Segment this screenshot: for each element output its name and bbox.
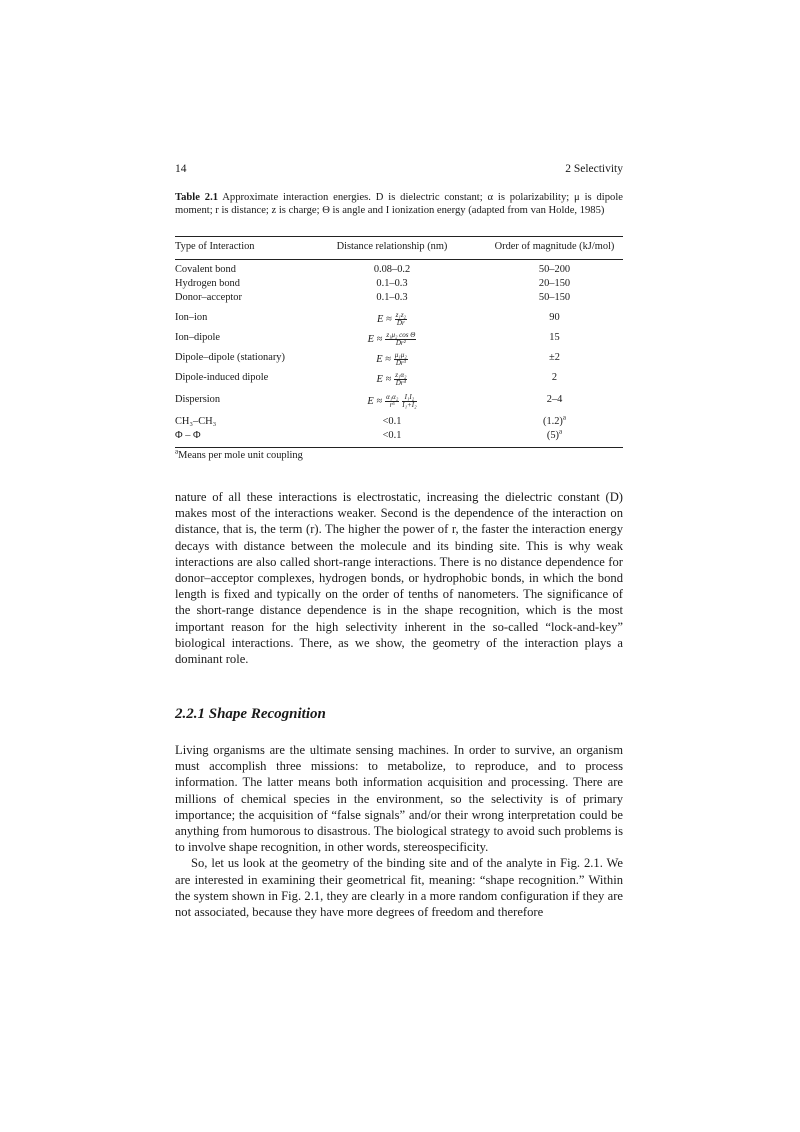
equation-fraction-2 [402,394,416,409]
magnitude-value: 2 [551,372,558,383]
fraction-denominator: Dr³ [395,359,406,367]
cell-type: Donor–acceptor [175,292,242,303]
fraction-numerator: z₁α₂ [395,371,407,379]
table-caption [175,191,623,217]
equation-prefix: E ≈ [376,373,392,385]
magnitude-value: 20–150 [538,278,571,289]
magnitude-value: 50–150 [538,292,571,303]
magnitude-value: 15 [549,332,560,343]
cell-type: Ion–ion [175,312,208,323]
table-row [175,312,623,325]
cell-distance: <0.1 [382,416,402,427]
magnitude-value: 2–4 [546,394,563,405]
fraction-denominator: Dr² [395,339,406,347]
cell-distance: <0.1 [382,430,402,441]
equation-fraction [385,394,399,409]
equation-fraction [395,312,407,327]
cell-distance [322,352,462,367]
table-caption-label: Table 2.1 [175,192,219,203]
table-top-rule [175,236,623,237]
magnitude-value: (5) [546,430,559,441]
cell-distance: 0.1–0.3 [376,292,408,303]
fraction-numerator: μ₁μ₂ [394,351,407,359]
table-bottom-rule [175,447,623,448]
equation-fraction [394,352,408,367]
footnote-text: Means per mole unit coupling [178,450,303,461]
cell-distance [322,372,462,387]
fraction-denominator: Dr⁴ [395,379,406,387]
cell-magnitude [486,413,623,427]
cell-magnitude [486,264,623,275]
cell-type: Φ – Φ [175,430,201,441]
cell-type: Covalent bond [175,264,236,275]
paragraph-2-text: Living organisms are the ultimate sensing machines. In order to survive, an organism must accomplish three missions: to metabolize, to reproduce, and to process information. The latter means both information acquisition and processing. There are millions of chemical species in the environment, so the selectivity is of primary importance; the acquisition of “false signals” and/or their wrong interpretation could be anything from humorous to disastrous. The biological strategy to avoid such problems is to involve shape recognition, in other words, stereospecificity. [175,743,623,855]
magnitude-footnote-marker: a [559,427,563,436]
cell-type: CH₃–CH₃ [175,416,217,427]
cell-type: Hydrogen bond [175,278,240,289]
fraction-numerator: z₁μ₂ cos Θ [386,331,416,339]
magnitude-value: 90 [549,312,560,323]
magnitude-value: 50–200 [538,264,571,275]
cell-type: Dispersion [175,394,221,405]
page-number: 14 [175,163,187,175]
cell-magnitude [486,292,623,303]
cell-distance: 0.08–0.2 [373,264,411,275]
paragraph-1-text: nature of all these interactions is electrostatic, increasing the dielectric constant (D) makes most of the interactions weaker. Second is the dependence of the interaction on distance, that is, the term (r). The higher the power of r, the faster the interaction energy decays with distance between the molecule and its binding site. This is why weak interactions are also called short-range interactions. There is no distance dependence for donor–acceptor complexes, hydrogen bonds, or hydrophobic bonds, in which the bond length is fixed and typically on the order of tenths of nanometers. The significance of the short-range distance dependence is in the shape recognition, which is the most important reason for the high selectivity inherent in the so-called “lock-and-key” biological interactions. There, as we show, the geometry of the interaction plays a dominant role. [175,490,623,667]
table-row [175,292,623,305]
cell-magnitude [486,427,623,441]
table-row [175,372,623,385]
cell-type: Ion–dipole [175,332,221,343]
header-distance: Distance relationship (nm) [336,241,448,252]
cell-magnitude [486,278,623,289]
magnitude-footnote-marker: a [562,413,567,422]
equation-fraction [394,372,407,387]
fraction-numerator: α₁α₂ [386,393,399,401]
cell-type: Dipole-induced dipole [175,372,269,383]
cell-distance: 0.1–0.3 [376,278,408,289]
fraction-numerator: I₁I₂ [402,394,416,402]
fraction-numerator: z₁z₂ [395,311,406,319]
paragraph-2 [175,742,623,920]
fraction-denominator: I₁+I₂ [402,401,417,409]
table-row [175,413,623,429]
table-row [175,264,623,277]
table-header-row [175,241,623,255]
cell-type: Dipole–dipole (stationary) [175,352,285,363]
magnitude-value: ±2 [549,352,560,363]
table-row [175,394,623,407]
equation-prefix: E ≈ [377,313,392,325]
table-row [175,352,623,365]
equation-prefix: E ≈ [376,353,391,365]
equation-fraction [385,332,416,347]
cell-distance [322,332,462,347]
chapter-title: 2 Selectivity [565,163,623,175]
paragraph-1 [175,489,623,667]
table-row [175,427,623,443]
header-magnitude: Order of magnitude (kJ/mol) [494,241,615,252]
cell-magnitude [486,332,623,343]
paragraph-3-text: So, let us look at the geometry of the binding site and of the analyte in Fig. 2.1. We are interested in examining their geometrical fit, meaning: “shape recognition.” Within the system shown in Fig. 2.1, they are clearly in a more random configuration if they are not associated, because they have more degrees of freedom and therefore [175,856,623,920]
cell-magnitude [486,372,623,383]
footnote-marker: a [175,447,179,456]
cell-distance [322,394,462,409]
table-row [175,332,623,345]
table-footnote [175,447,303,461]
cell-magnitude [486,394,623,405]
equation-prefix: E ≈ [367,395,383,407]
header-type: Type of Interaction [175,241,255,252]
table-caption-text: Approximate interaction energies. D is dielectric constant; α is polarizability; μ is dipole moment; r is distance; z is charge; Θ is angle and I ionization energy (adapted from van Holde, 1985) [175,192,623,216]
table-header-rule [175,259,623,260]
section-heading: 2.2.1 Shape Recognition [175,706,326,722]
cell-magnitude [486,352,623,363]
table-row [175,278,623,291]
fraction-denominator: Dr [396,319,405,327]
fraction-denominator: r⁶ [389,401,395,409]
magnitude-value: (1.2) [542,416,563,427]
cell-magnitude [486,312,623,323]
equation-prefix: E ≈ [367,333,383,345]
cell-distance [322,312,462,327]
